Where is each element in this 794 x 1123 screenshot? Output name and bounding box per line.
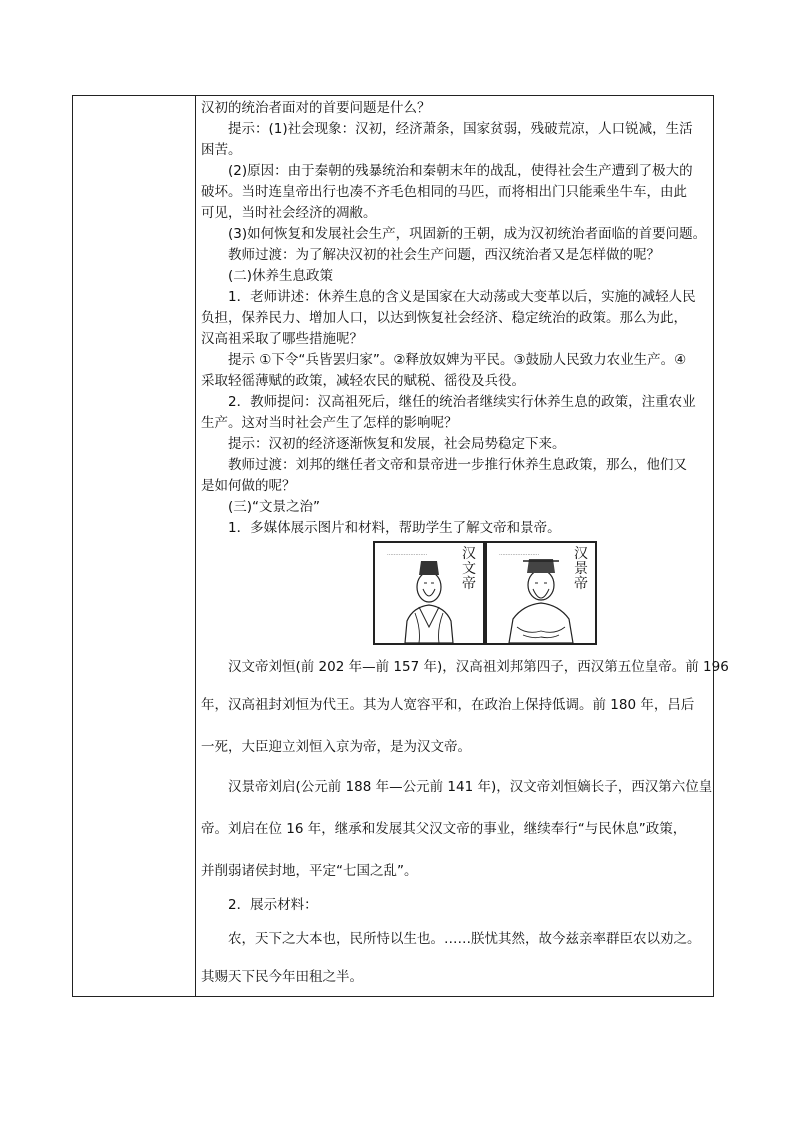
text-line: 汉高祖采取了哪些措施呢？	[201, 331, 363, 347]
portrait-title: 汉景帝	[574, 546, 588, 592]
text-line: 提示 ①下令“兵皆罢归家”。②释放奴婢为平民。③鼓励人民致力农业生产。④	[228, 352, 687, 368]
text-line: 2．教师提问：汉高祖死后，继任的统治者继续实行休养生息的政策，注重农业	[228, 394, 696, 410]
text-line: (2)原因：由于秦朝的残暴统治和秦朝末年的战乱，使得社会生产遭到了极大的	[228, 163, 693, 179]
text-line: 其赐天下民今年田租之半。	[201, 969, 363, 985]
column-divider	[195, 96, 196, 996]
text-line: (3)如何恢复和发展社会生产，巩固新的王朝，成为汉初统治者面临的首要问题。	[228, 226, 707, 242]
text-line: 生产。这对当时社会产生了怎样的影响呢？	[201, 415, 458, 431]
text-line: 负担，保养民力、增加人口，以达到恢复社会经济、稳定统治的政策。那么为此，	[201, 310, 687, 326]
text-line: 帝。刘启在位 16 年，继承和发展其父汉文帝的事业，继续奉行“与民休息”政策，	[201, 821, 687, 837]
text-line: 1．多媒体展示图片和材料，帮助学生了解文帝和景帝。	[228, 520, 561, 536]
text-line: 汉文帝刘恒(前 202 年—前 157 年)，汉高祖刘邦第四子，西汉第五位皇帝。前 196	[228, 659, 729, 675]
text-line: 一死，大臣迎立刘恒入京为帝，是为汉文帝。	[201, 739, 471, 755]
portrait-han-wendi	[373, 541, 485, 645]
section-heading: (三)“文景之治”	[228, 499, 321, 515]
portrait-han-jingdi	[485, 541, 597, 645]
text-line: 破坏。当时连皇帝出行也凑不齐毛色相同的马匹，而将相出门只能乘坐牛车，由此	[201, 184, 687, 200]
text-line: 并削弱诸侯封地，平定“七国之乱”。	[201, 863, 418, 879]
text-line: 可见，当时社会经济的凋敝。	[201, 205, 377, 221]
text-line: 农，天下之大本也，民所恃以生也。……朕忧其然，故今兹亲率群臣农以劝之。	[228, 931, 701, 947]
text-line: 汉初的统治者面对的首要问题是什么？	[201, 100, 431, 116]
portrait-title: 汉文帝	[462, 546, 476, 592]
text-line: 2．展示材料：	[228, 897, 318, 913]
text-line: 是如何做的呢？	[201, 478, 296, 494]
text-line: 提示：汉初的经济逐渐恢复和发展，社会局势稳定下来。	[228, 436, 566, 452]
portrait-caption-marks: ‥‥‥‥‥‥‥‥‥‥‥‥	[387, 551, 428, 557]
text-line: 1．老师讲述：休养生息的含义是国家在大动荡或大变革以后，实施的减轻人民	[228, 289, 696, 305]
text-line: 困苦。	[201, 142, 242, 158]
text-line: 年，汉高祖封刘恒为代王。其为人宽容平和，在政治上保持低调。前 180 年，吕后	[201, 697, 695, 713]
text-line: 汉景帝刘启(公元前 188 年—公元前 141 年)，汉文帝刘恒嫡长子，西汉第六位皇	[228, 779, 713, 795]
text-line: 教师过渡：刘邦的继任者文帝和景帝进一步推行休养生息政策，那么，他们又	[228, 457, 687, 473]
lesson-content	[201, 98, 713, 539]
text-line: 采取轻徭薄赋的政策，减轻农民的赋税、徭役及兵役。	[201, 373, 525, 389]
section-heading: (二)休养生息政策	[228, 268, 334, 284]
text-line: 教师过渡：为了解决汉初的社会生产问题，西汉统治者又是怎样做的呢？	[228, 247, 660, 263]
portrait-caption-marks: ‥‥‥‥‥‥‥‥‥‥‥‥	[499, 551, 540, 557]
text-line: 提示：(1)社会现象：汉初，经济萧条，国家贫弱，残破荒凉，人口锐减，生活	[228, 121, 693, 137]
